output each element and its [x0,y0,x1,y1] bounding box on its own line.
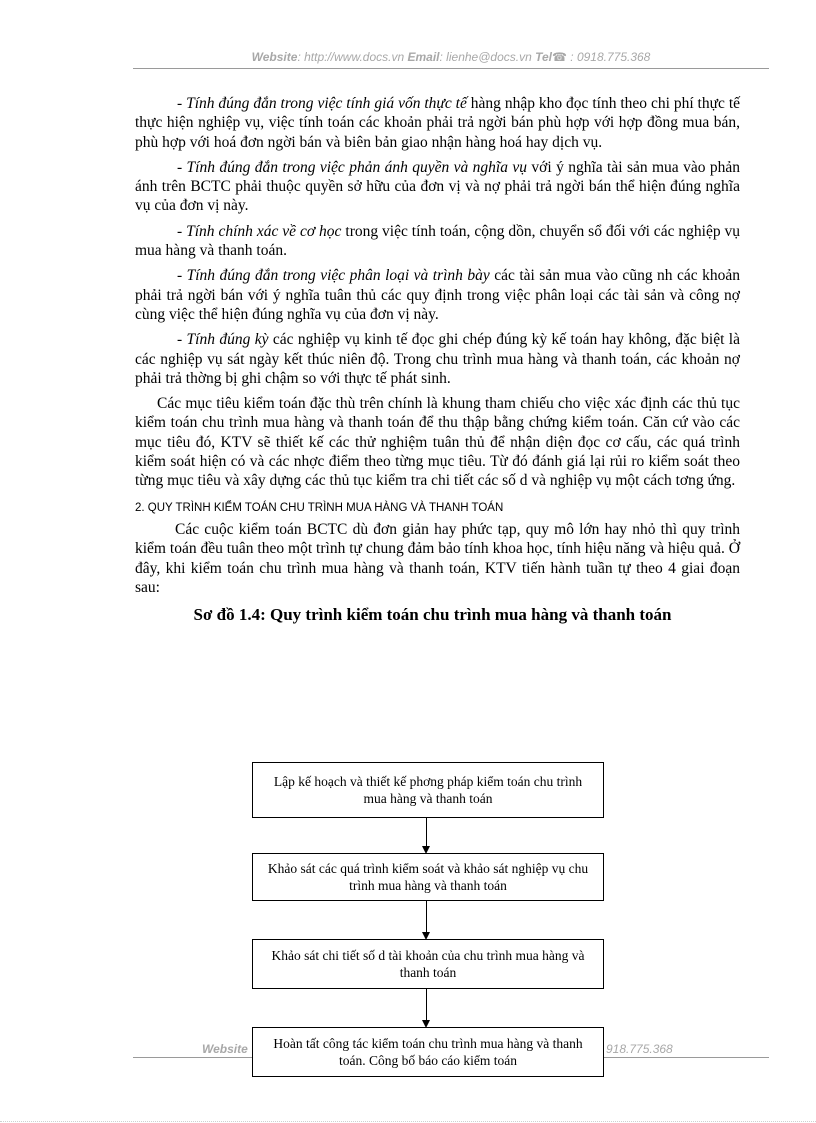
page-bottom-edge [0,1121,816,1122]
header-tel-label: Tel [535,50,552,64]
objective-paragraph [135,266,740,324]
header-website-value: : http://www.docs.vn [297,50,405,64]
objective-paragraph [135,330,740,388]
objective-text: với ý nghĩa tài sản mua vào phản ánh trên BCTC phải thuộc quyền sở hữu của đơn vị và nợ phải trả ngời bán thể hiện đúng nghĩa vụ của đơn vị này. [135,158,740,215]
summary-paragraph: Các mục tiêu kiểm toán đặc thù trên chính là khung tham chiếu cho việc xác định các thủ tục kiểm toán chu trình mua hàng và thanh toán để thu thập bằng chứng kiểm toán. Căn cứ vào các mục tiêu đó, KTV sẽ thiết kế các thử nghiệm tuân thủ để nhận diện đọc cơ cấu, các quá trình kiểm soát hiện có và các nhợc điểm theo từng mục tiêu. Từ đó đánh giá lại rủi ro kiểm soát theo từng mục tiêu và xây dựng các thủ tục kiểm tra chi tiết các số d và nghiệp vụ một cách tơng ứng. [135,395,740,490]
header-rule [133,68,769,69]
objective-lead: - Tính đúng kỳ [177,331,269,349]
header-email-value: : lienhe@docs.vn [439,50,532,64]
footer-phone: 918.775.368 [606,1042,673,1056]
page-header [133,50,769,64]
flow-step-label: Khảo sát chi tiết số d tài khoản của chu trình mua hàng và thanh toán [271,948,585,980]
flow-step-label: Khảo sát các quá trình kiểm soát và khảo sát nghiệp vụ chu trình mua hàng và thanh toán [267,861,589,893]
document-body [135,94,740,624]
objective-lead: - Tính đúng đắn trong việc phân loại và trình bày [177,267,490,285]
header-website-label: Website [251,50,298,64]
diagram-title: Sơ đồ 1.4: Quy trình kiểm toán chu trình mua hàng và thanh toán [193,605,672,625]
objective-lead: - Tính đúng đắn trong việc phản ánh quyền và nghĩa vụ [177,158,528,176]
flow-arrow [426,818,427,852]
objective-text: các nghiệp vụ kinh tế đọc ghi chép đúng kỳ kế toán hay không, đặc biệt là các nghiệp vụ sát ngày kết thúc niên độ. Trong chu trình mua hàng và thanh toán, các khoản nợ phải trả thờng bị ghi chậm so với thực tế phát sinh. [135,331,740,387]
flow-arrow [426,989,427,1026]
objective-paragraph [135,94,740,152]
header-email-label: Email [407,50,440,64]
section-heading: 2. QUY TRÌNH KIỂM TOÁN CHU TRÌNH MUA HÀNG VÀ THANH TOÁN [135,501,504,514]
objective-text: các tài sản mua vào cũng nh các khoản phải trả ngời bán với ý nghĩa tuân thủ các quy định trong việc phân loại các tài sản và công nợ cùng việc thể hiện đúng nghĩa vụ của đơn vị này. [135,267,740,323]
objective-text: trong việc tính toán, cộng dồn, chuyển sổ đối với các nghiệp vụ mua hàng và thanh toán. [135,222,741,260]
objective-lead: - Tính chính xác về cơ học [177,222,342,240]
flow-step-control-testing [252,853,604,901]
objective-paragraph [135,222,740,261]
section-paragraph: Các cuộc kiểm toán BCTC dù đơn giản hay phức tạp, quy mô lớn hay nhỏ thì quy trình kiểm toán đều tuân theo một trình tự chung đảm bảo tính khoa học, tính hiệu năng và hiệu quả. Ở đây, khi kiểm toán chu trình mua hàng và thanh toán, KTV tiến hành tuần tự theo 4 giai đoạn sau: [135,520,740,596]
objective-paragraph [135,158,740,216]
objective-text: hàng nhập kho đọc tính theo chi phí thực tế thực hiện nghiệp vụ, việc tính toán các khoản phải trả ngời bán phù hợp với hợp đồng mua bán, phù hợp với hoá đơn ngời bán và biên bản giao nhận hàng hoá hay dịch vụ. [135,95,741,151]
flow-step-planning [252,762,604,818]
flow-step-label: Lập kế hoạch và thiết kế phơng pháp kiểm toán chu trình mua hàng và thanh toán [273,774,583,806]
header-tel-value: ☎ : 0918.775.368 [552,50,651,64]
flow-arrow [426,901,427,938]
objective-lead: - Tính đúng đắn trong việc tính giá vốn thực tế [177,95,467,112]
flow-step-label: Hoàn tất công tác kiểm toán chu trình mua hàng và thanh toán. Công bố báo cáo kiểm toán [273,1036,583,1068]
flow-step-balance-testing [252,939,604,989]
footer-website-label: Website [202,1042,248,1056]
flow-step-completion [252,1027,604,1077]
